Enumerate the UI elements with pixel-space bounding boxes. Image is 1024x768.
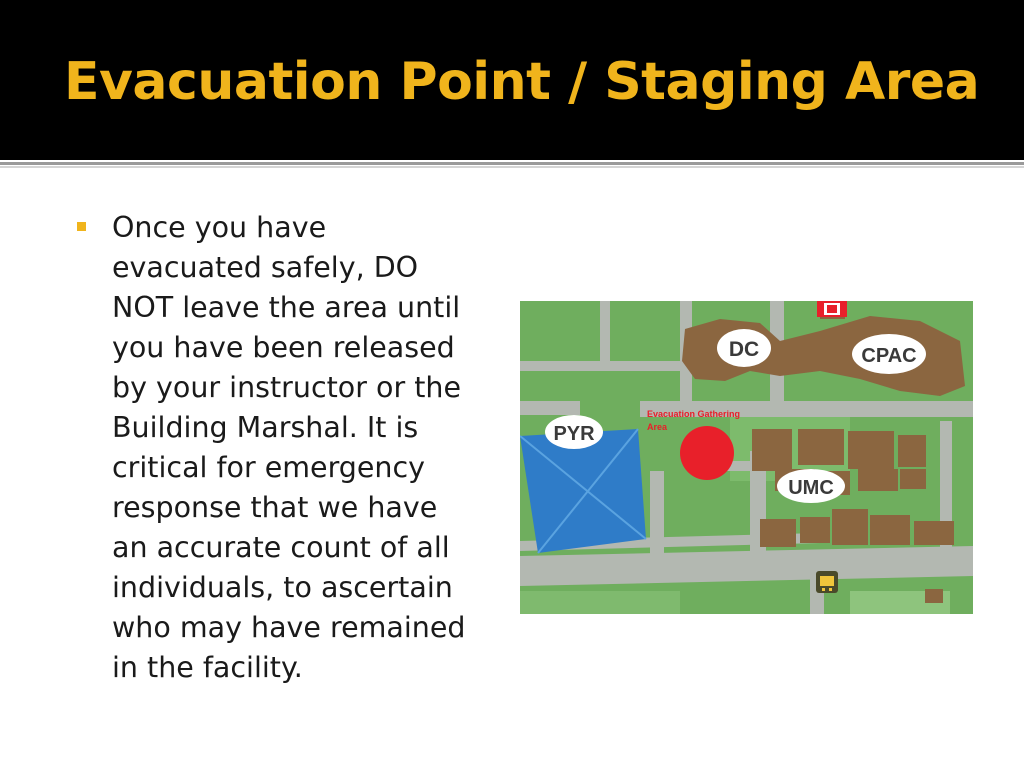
bullet-line: in the facility. [112,651,303,684]
gathering-label: Evacuation Gathering [647,409,741,419]
gathering-point [680,426,734,480]
bullet-line: critical for emergency [112,451,426,484]
bullet-line: you have been released [112,331,455,364]
svg-text:UMC: UMC [788,477,834,499]
title-divider-light [0,166,1024,168]
label-umc [777,469,845,503]
bullet-icon [77,222,86,231]
bus-icon [816,571,838,593]
bullet-line: Building Marshal. It is [112,411,419,444]
bullet-line: who may have remained [112,611,466,644]
bullet-text [112,208,492,688]
title-divider [0,162,1024,165]
bullet-line: an accurate count of all [112,531,450,564]
map-lawn [520,591,680,614]
svg-text:PYR: PYR [553,423,595,445]
label-dc [717,329,771,367]
svg-text:CPAC: CPAC [861,345,917,367]
svg-text:DC: DC [728,338,760,361]
title-bar [0,0,1024,160]
slide-title: Evacuation Point / Staging Area [64,52,980,112]
gathering-label: Area [647,422,668,432]
bullet-line: NOT leave the area until [112,291,461,324]
label-cpac [852,334,926,374]
bullet-line: Once you have [112,211,327,244]
campus-map [520,301,973,614]
bullet-line: response that we have [112,491,438,524]
bullet-line: by your instructor or the [112,371,461,404]
bullet-line: evacuated safely, DO [112,251,419,284]
parking-icon [817,301,847,317]
bullet-line: individuals, to ascertain [112,571,453,604]
label-pyr [545,415,603,449]
